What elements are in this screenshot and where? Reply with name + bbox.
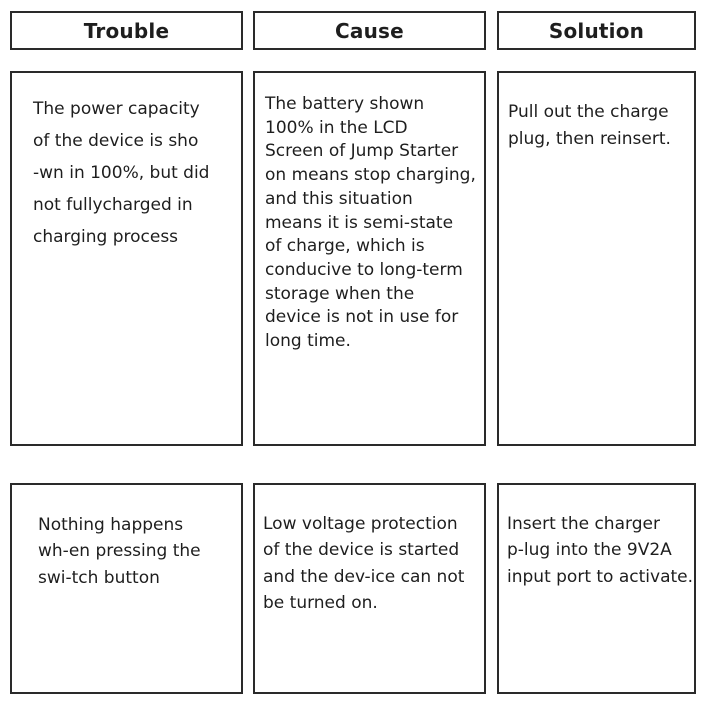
row1-solution-cell [497,71,696,446]
row2-trouble-cell [10,483,243,694]
row2-cause-text: Low voltage protection of the device is started and the dev-ice can not be turned on. [263,514,465,613]
row1-trouble-cell [10,71,243,446]
row1-cause-text: The battery shown 100% in the LCD Screen of Jump Starter on means stop charging, and this situation means it is semi-state of charge, which is conducive to long-term storage when the device is not in use for long time. [265,94,476,352]
header-cause-label: Cause [335,18,404,43]
header-solution [497,11,696,50]
row1-cause-cell [253,71,486,446]
row2-cause-cell [253,483,486,694]
row1-solution-text: Pull out the charge plug, then reinsert. [508,102,671,149]
header-trouble-label: Trouble [83,18,170,43]
header-cause [253,11,486,50]
row2-solution-cell [497,483,696,694]
row1-trouble-text: The power capacity of the device is sho -wn in 100%, but did not fullycharged in charging process [33,99,210,247]
row2-solution-text: Insert the charger p-lug into the 9V2A input port to activate. [507,514,694,587]
header-trouble [10,11,243,50]
header-solution-label: Solution [548,18,645,43]
row2-trouble-text: Nothing happens wh-en pressing the swi-tch button [38,515,201,588]
